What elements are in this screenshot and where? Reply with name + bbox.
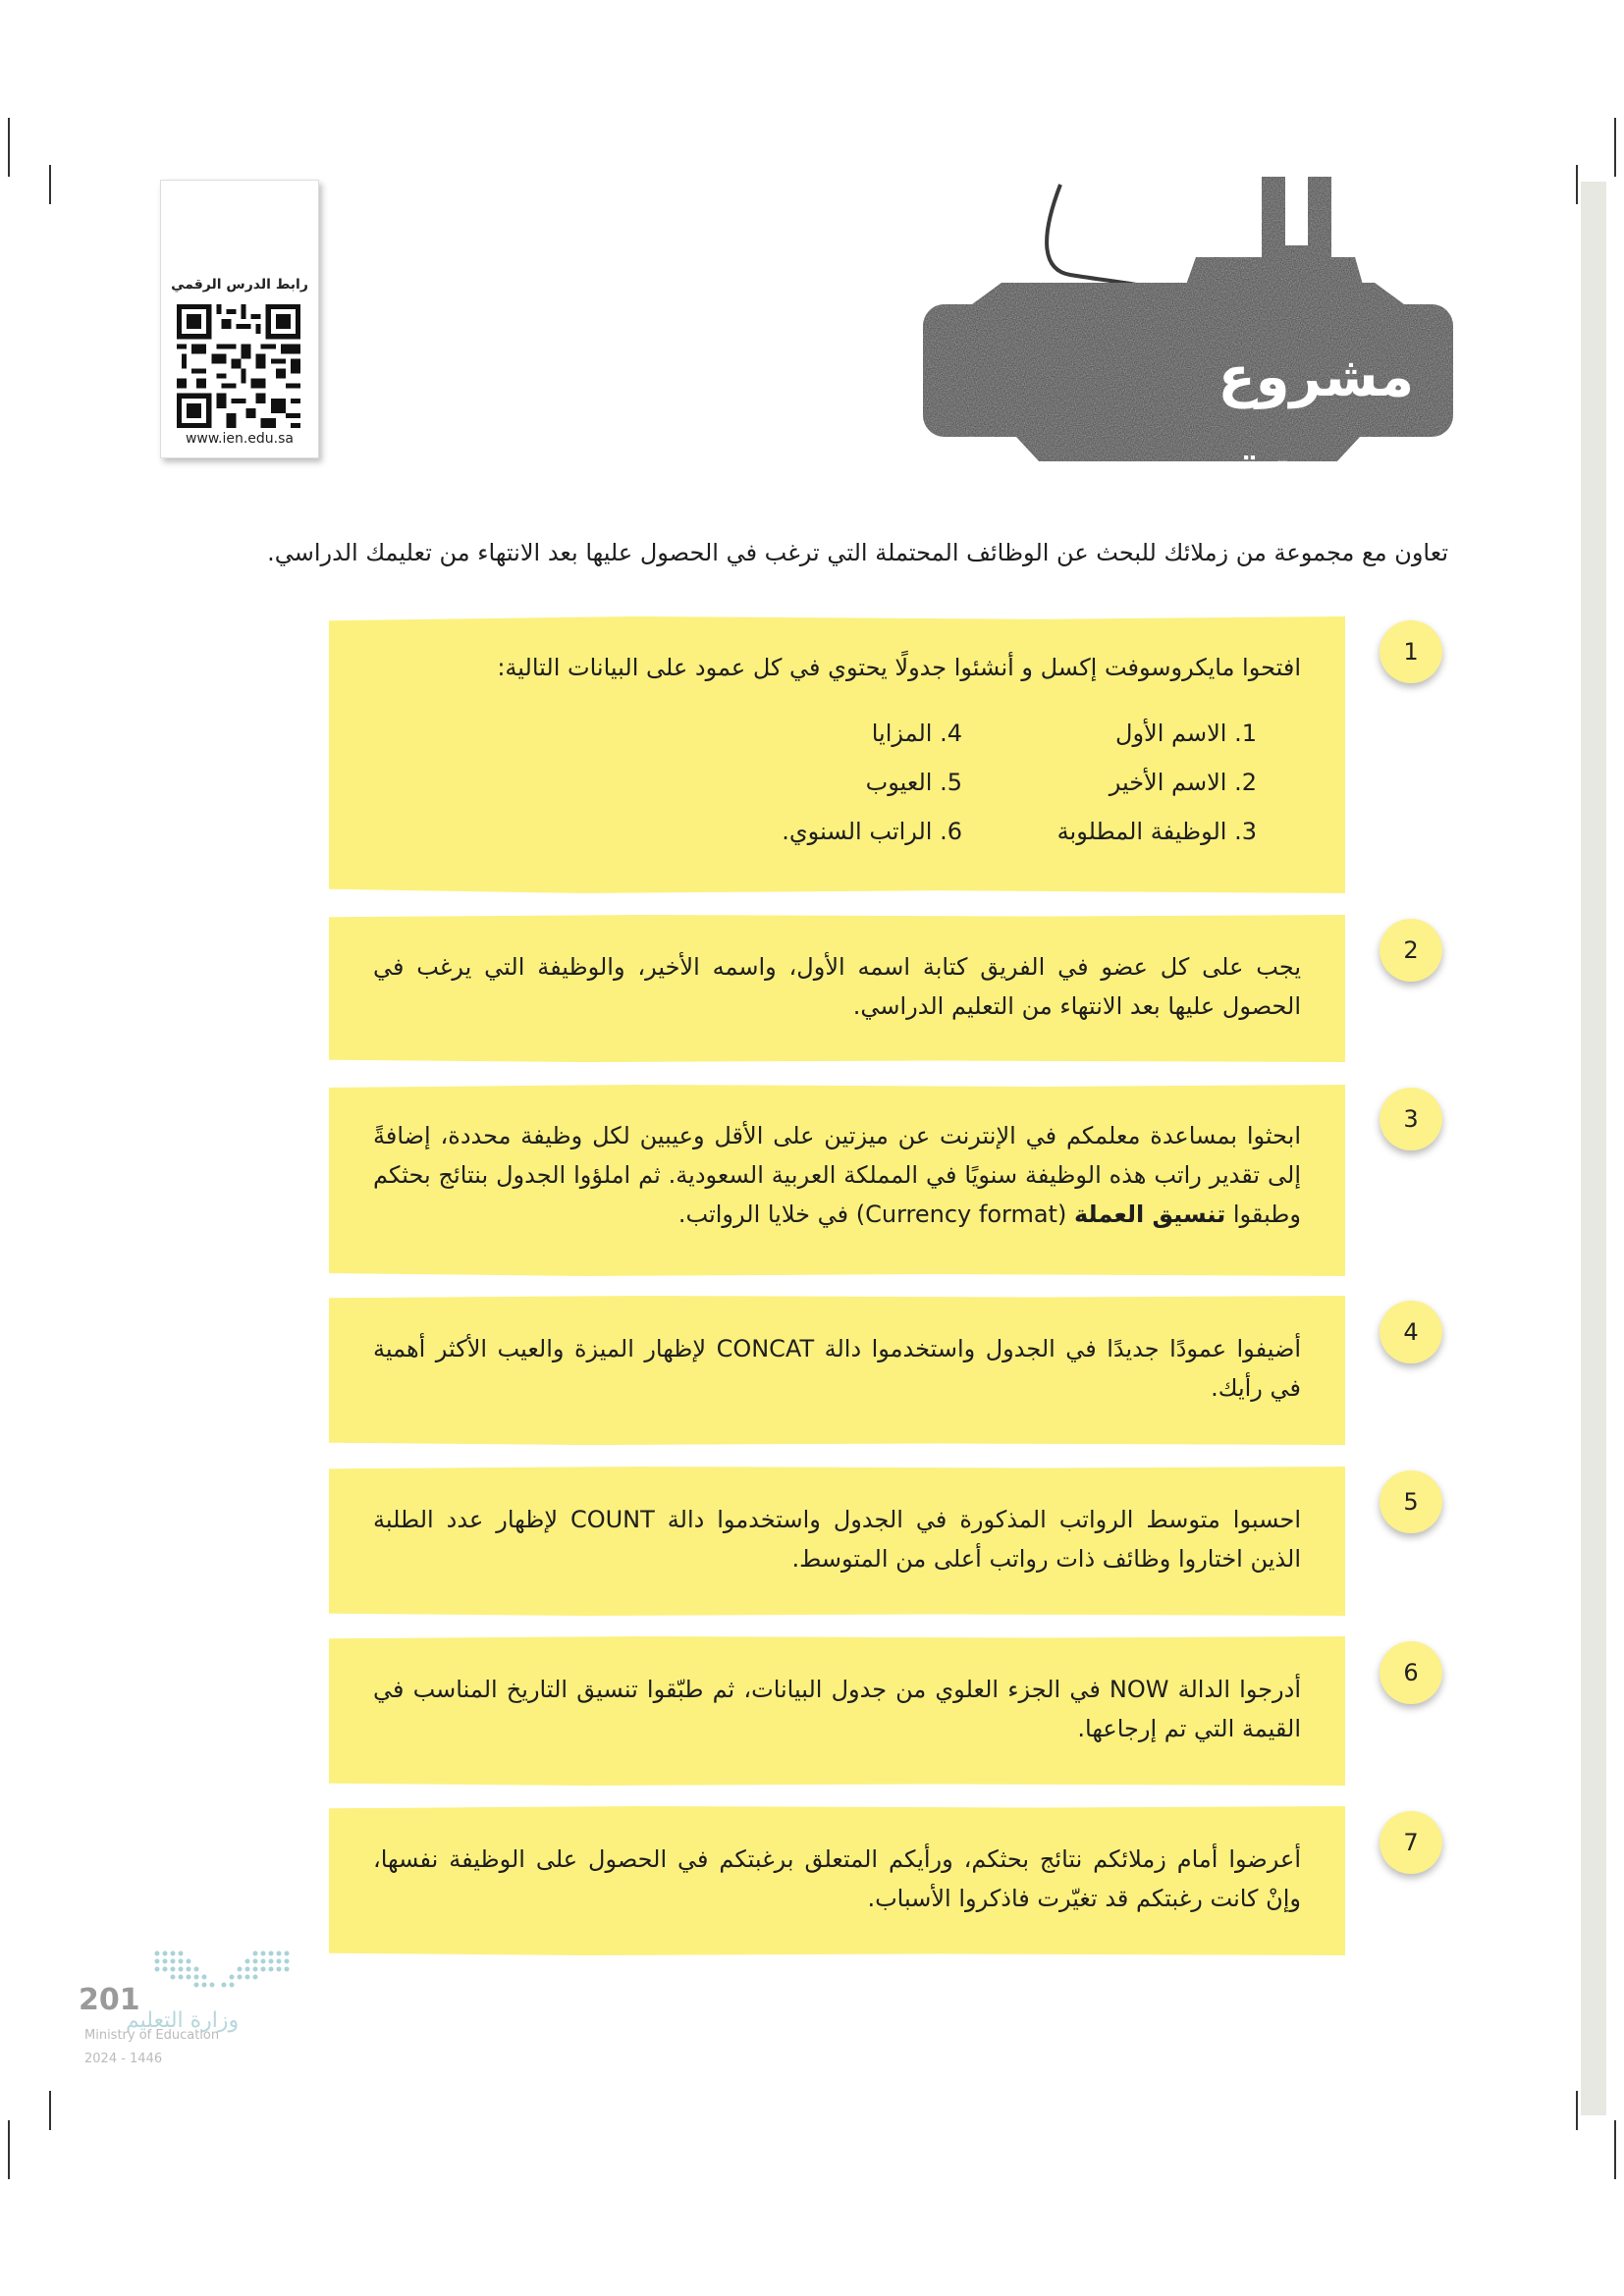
step-text: أدرجوا الدالة NOW في الجزء العلوي من جدول البيانات، ثم طبّقوا تنسيق التاريخ المناسب في القيمة التي تم إرجاعها. (373, 1676, 1302, 1742)
step-text: يجب على كل عضو في الفريق كتابة اسمه الأول، واسمه الأخير، والوظيفة التي يرغب في الحصول عليها بعد الانتهاء من التعليم الدراسي. (373, 953, 1301, 1020)
step-2 (329, 915, 1345, 1062)
step-number-badge: 6 (1380, 1641, 1442, 1704)
list-item: 6. الراتب السنوي. (782, 818, 962, 845)
step-7 (329, 1806, 1345, 1955)
step-number-badge: 1 (1380, 620, 1442, 683)
step-text: أضيفوا عمودًا جديدًا في الجدول واستخدموا دالة CONCAT لإظهار الميزة والعيب الأكثر أهمية في رأيك. (373, 1335, 1301, 1402)
step-number-badge: 5 (1380, 1470, 1442, 1533)
step-text (373, 1116, 1301, 1234)
qr-caption: رابط الدرس الرقمي (171, 277, 308, 293)
list-item: 1. الاسم الأول (1115, 720, 1257, 747)
crop-mark (49, 2091, 51, 2130)
step-4 (329, 1296, 1345, 1445)
step-text-part: (Currency format) في خلايا الرواتب. (677, 1201, 1067, 1228)
qr-card[interactable] (160, 180, 319, 458)
ministry-name-en: Ministry of Education (84, 2028, 220, 2043)
qr-url[interactable]: www.ien.edu.sa (185, 431, 295, 447)
step-5 (329, 1467, 1345, 1616)
list-item: 5. العيوب (865, 769, 962, 796)
ministry-logo-icon (147, 1944, 299, 1998)
crop-mark (49, 165, 51, 204)
page-title: مشروع الوحدة (1218, 346, 1414, 498)
list-item: 2. الاسم الأخير (1109, 769, 1257, 796)
list-item: 4. المزايا (871, 720, 962, 747)
step-3 (329, 1085, 1345, 1276)
step-number-badge: 3 (1380, 1088, 1442, 1150)
crop-mark (8, 2120, 10, 2179)
margin-strip (1581, 182, 1606, 2115)
step-text: احسبوا متوسط الرواتب المذكورة في الجدول واستخدموا دالة COUNT لإظهار عدد الطلبة الذين اختاروا وظائف ذات رواتب أعلى من المتوسط. (373, 1506, 1301, 1573)
intro-text: تعاون مع مجموعة من زملائك للبحث عن الوظائف المحتملة التي ترغب في الحصول عليها بعد الانتهاء من تعليمك الدراسي. (267, 539, 1448, 566)
step-text: أعرضوا أمام زملائكم نتائج بحثكم، ورأيكم المتعلق برغبتكم في الحصول على الوظيفة نفسها، وإنْ كانت رغبتكم قد تغيّرت فاذكروا الأسباب. (373, 1845, 1301, 1912)
crop-mark (1576, 165, 1578, 204)
step-number-badge: 4 (1380, 1301, 1442, 1363)
list-item: 3. الوظيفة المطلوبة (1056, 818, 1257, 845)
qr-code-icon[interactable] (177, 304, 300, 428)
crop-mark (1614, 118, 1616, 177)
step-text-part: ابحثوا بمساعدة معلمكم في الإنترنت عن ميزتين على الأقل وعيبين لكل وظيفة محددة، إضافةً إلى تقدير راتب هذه الوظيفة سنويًا في المملكة العربية السعودية. ثم املؤوا الجدول بنتائج بحثكم وطبقوا (373, 1122, 1301, 1228)
step-6 (329, 1636, 1345, 1786)
crop-mark (1614, 2120, 1616, 2179)
step-number-badge: 7 (1380, 1811, 1442, 1874)
step-1 (329, 616, 1345, 893)
edition-year: 2024 - 1446 (84, 2052, 163, 2066)
bold-term: تنسيق العملة (1073, 1201, 1226, 1228)
ministry-name-ar: وزارة التعليم (126, 2008, 240, 2033)
page-number: 201 (79, 1983, 140, 2017)
crop-mark (1576, 2091, 1578, 2130)
crop-mark (8, 118, 10, 177)
step-number-badge: 2 (1380, 919, 1442, 982)
step-text: افتحوا مايكروسوفت إكسل و أنشئوا جدولًا يحتوي في كل عمود على البيانات التالية: (497, 654, 1301, 681)
